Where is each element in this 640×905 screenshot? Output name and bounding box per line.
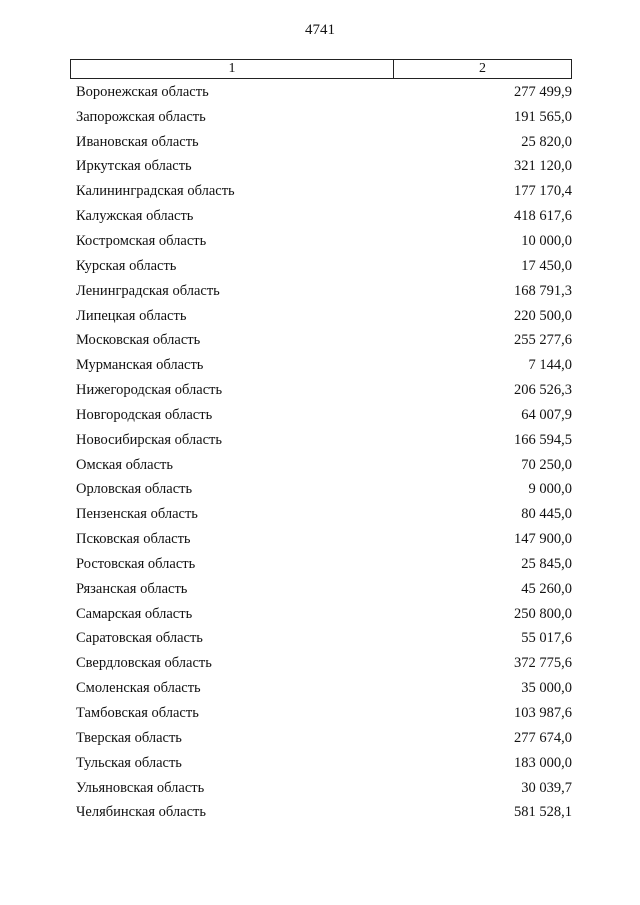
- region-value: 25 820,0: [521, 133, 572, 150]
- region-value: 70 250,0: [521, 456, 572, 473]
- region-value: 64 007,9: [521, 406, 572, 423]
- region-name: Свердловская область: [76, 655, 212, 672]
- region-value: 321 120,0: [514, 158, 572, 175]
- table-row: [76, 105, 572, 130]
- table-row: [76, 80, 572, 105]
- region-value: 250 800,0: [514, 605, 572, 622]
- region-value: 418 617,6: [514, 208, 572, 225]
- region-value: 177 170,4: [514, 183, 572, 200]
- column-header-2: 2: [479, 61, 486, 76]
- region-name: Псковская область: [76, 531, 191, 548]
- region-value: 166 594,5: [514, 431, 572, 448]
- table-row: [76, 527, 572, 552]
- region-name: Калининградская область: [76, 183, 235, 200]
- region-name: Новгородская область: [76, 406, 213, 423]
- region-value: 55 017,6: [521, 630, 572, 647]
- region-value: 7 144,0: [528, 357, 572, 374]
- table-row: [76, 353, 572, 378]
- table-row: [76, 776, 572, 801]
- region-name: Омская область: [76, 456, 173, 473]
- region-name: Новосибирская область: [76, 431, 222, 448]
- region-name: Мурманская область: [76, 357, 204, 374]
- region-name: Костромская область: [76, 232, 207, 249]
- table-row: [76, 304, 572, 329]
- table-row: [76, 155, 572, 180]
- table-row: [76, 179, 572, 204]
- table-row: [76, 651, 572, 676]
- region-name: Ивановская область: [76, 133, 199, 150]
- region-value: 80 445,0: [521, 506, 572, 523]
- region-name: Орловская область: [76, 481, 193, 498]
- region-value: 45 260,0: [521, 580, 572, 597]
- region-name: Ленинградская область: [76, 282, 220, 299]
- region-value: 25 845,0: [521, 555, 572, 572]
- table-row: [76, 204, 572, 229]
- column-header-1: 1: [71, 60, 394, 78]
- region-value: 277 499,9: [514, 83, 572, 100]
- region-name: Пензенская область: [76, 506, 198, 523]
- table-row: [76, 453, 572, 478]
- table-row: [76, 552, 572, 577]
- table-column-header: [70, 59, 572, 79]
- region-name: Ульяновская область: [76, 779, 205, 796]
- region-name: Тульская область: [76, 754, 182, 771]
- region-name: Тамбовская область: [76, 705, 199, 722]
- region-value: 147 900,0: [514, 531, 572, 548]
- table-row: [76, 254, 572, 279]
- region-name: Ростовская область: [76, 555, 196, 572]
- table-row: [76, 502, 572, 527]
- region-name: Смоленская область: [76, 680, 201, 697]
- region-name: Челябинская область: [76, 804, 206, 821]
- table-row: [76, 130, 572, 155]
- table-row: [76, 726, 572, 751]
- region-name: Тверская область: [76, 729, 182, 746]
- table-row: [76, 428, 572, 453]
- region-value: 255 277,6: [514, 332, 572, 349]
- table-row: [76, 403, 572, 428]
- region-name: Липецкая область: [76, 307, 187, 324]
- region-value: 103 987,6: [514, 705, 572, 722]
- region-value: 183 000,0: [514, 754, 572, 771]
- table-row: [76, 279, 572, 304]
- table-row: [76, 328, 572, 353]
- table-row: [76, 478, 572, 503]
- region-value: 17 450,0: [521, 257, 572, 274]
- region-value: 10 000,0: [521, 232, 572, 249]
- region-value: 206 526,3: [514, 382, 572, 399]
- table-row: [76, 800, 572, 825]
- region-value: 277 674,0: [514, 729, 572, 746]
- region-name: Воронежская область: [76, 83, 209, 100]
- region-name: Запорожская область: [76, 108, 206, 125]
- table-row: [76, 701, 572, 726]
- table-row: [76, 229, 572, 254]
- region-name: Самарская область: [76, 605, 193, 622]
- region-name: Курская область: [76, 257, 177, 274]
- region-name: Саратовская область: [76, 630, 203, 647]
- region-name: Калужская область: [76, 208, 194, 225]
- region-value: 35 000,0: [521, 680, 572, 697]
- region-name: Рязанская область: [76, 580, 188, 597]
- region-name: Московская область: [76, 332, 201, 349]
- region-name: Иркутская область: [76, 158, 192, 175]
- region-value: 30 039,7: [521, 779, 572, 796]
- region-value: 220 500,0: [514, 307, 572, 324]
- region-value: 168 791,3: [514, 282, 572, 299]
- region-value: 9 000,0: [528, 481, 572, 498]
- table-row: [76, 627, 572, 652]
- table-row: [76, 378, 572, 403]
- page-number: 4741: [305, 22, 335, 38]
- region-value: 372 775,6: [514, 655, 572, 672]
- table-row: [76, 602, 572, 627]
- region-value: 191 565,0: [514, 108, 572, 125]
- region-name: Нижегородская область: [76, 382, 223, 399]
- table-body: [76, 80, 572, 825]
- table-row: [76, 577, 572, 602]
- region-value: 581 528,1: [514, 804, 572, 821]
- table-row: [76, 676, 572, 701]
- table-row: [76, 751, 572, 776]
